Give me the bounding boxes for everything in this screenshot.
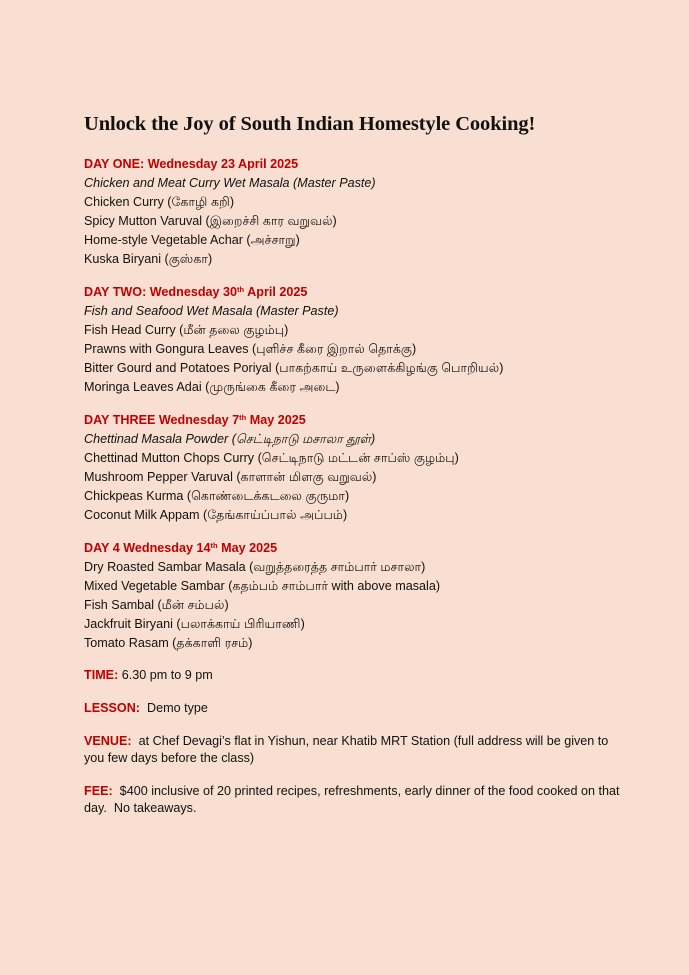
day-three-section bbox=[84, 411, 624, 525]
day-heading bbox=[84, 411, 624, 430]
day-heading bbox=[84, 539, 624, 558]
dish-item: Chickpeas Kurma (கொண்டைக்கடலை குருமா) bbox=[84, 489, 350, 503]
time-info bbox=[84, 667, 624, 684]
ordinal-suffix: th bbox=[239, 413, 247, 422]
day-one-section bbox=[84, 155, 624, 269]
dish-item: Tomato Rasam (தக்காளி ரசம்) bbox=[84, 636, 253, 650]
lesson-value: Demo type bbox=[139, 701, 208, 715]
dish-item: Mixed Vegetable Sambar (கதம்பம் சாம்பார் with above masala) bbox=[84, 579, 441, 593]
dish-item: Bitter Gourd and Potatoes Poriyal (பாகற்காய் உருளைக்கிழங்கு பொறியல்) bbox=[84, 361, 504, 375]
time-label: TIME: bbox=[84, 668, 119, 682]
ordinal-suffix: th bbox=[237, 285, 245, 294]
day-heading-text: DAY THREE Wednesday 7 bbox=[84, 413, 240, 427]
day-heading-text: DAY TWO: Wednesday 30 bbox=[84, 285, 238, 299]
dish-item: Mushroom Pepper Varuval (காளான் மிளகு வறுவல்) bbox=[84, 470, 377, 484]
day-heading-text: DAY 4 Wednesday 14 bbox=[84, 541, 211, 555]
dish-item: Home-style Vegetable Achar (அச்சாறு) bbox=[84, 233, 300, 247]
venue-value: at Chef Devagi’s flat in Yishun, near Khatib MRT Station (full address will be given to you few days before the class) bbox=[84, 734, 612, 765]
dish-item: Fish Sambal (மீன் சம்பல்) bbox=[84, 598, 229, 612]
dish-item: Prawns with Gongura Leaves (புளிச்ச கீரை இறால் தொக்கு) bbox=[84, 342, 417, 356]
dish-item: Kuska Biryani (குஸ்கா) bbox=[84, 252, 213, 266]
ordinal-suffix: th bbox=[210, 541, 218, 550]
day-heading-month: May 2025 bbox=[246, 413, 306, 427]
dish-item: Dry Roasted Sambar Masala (வறுத்தரைத்த சாம்பார் மசாலா) bbox=[84, 560, 426, 574]
fee-info bbox=[84, 783, 624, 817]
page-title: Unlock the Joy of South Indian Homestyle Cooking! bbox=[84, 113, 536, 135]
dish-item: Coconut Milk Appam (தேங்காய்ப்பால் அப்பம்) bbox=[84, 508, 348, 522]
dish-item: Fish Head Curry (மீன் தலை குழம்பு) bbox=[84, 323, 289, 337]
master-powder-line: Chettinad Masala Powder (செட்டிநாடு மசாலா தூள்) bbox=[84, 432, 376, 446]
day-heading bbox=[84, 155, 624, 174]
venue-label: VENUE: bbox=[84, 734, 132, 748]
lesson-info bbox=[84, 700, 624, 717]
day-four-section bbox=[84, 539, 624, 653]
master-paste-line: Chicken and Meat Curry Wet Masala (Master Paste) bbox=[84, 176, 376, 190]
lesson-label: LESSON: bbox=[84, 701, 140, 715]
time-value: 6.30 pm to 9 pm bbox=[118, 668, 213, 682]
dish-item: Chettinad Mutton Chops Curry (செட்டிநாடு மட்டன் சாப்ஸ் குழம்பு) bbox=[84, 451, 459, 465]
day-heading-text: DAY ONE: Wednesday 23 April 2025 bbox=[84, 157, 299, 171]
day-heading-month: May 2025 bbox=[217, 541, 278, 555]
class-schedule bbox=[84, 155, 624, 833]
dish-item: Jackfruit Biryani (பலாக்காய் பிரியாணி) bbox=[84, 617, 305, 631]
fee-label: FEE: bbox=[84, 784, 113, 798]
day-heading-month: April 2025 bbox=[244, 285, 308, 299]
day-heading bbox=[84, 283, 624, 302]
venue-info bbox=[84, 733, 624, 767]
fee-value: $400 inclusive of 20 printed recipes, refreshments, early dinner of the food cooked on that day. No takeaways. bbox=[84, 784, 624, 815]
day-two-section bbox=[84, 283, 624, 397]
dish-item: Spicy Mutton Varuval (இறைச்சி கார வறுவல்) bbox=[84, 214, 337, 228]
master-paste-line: Fish and Seafood Wet Masala (Master Paste) bbox=[84, 304, 339, 318]
dish-item: Moringa Leaves Adai (முருங்கை கீரை அடை) bbox=[84, 380, 340, 394]
dish-item: Chicken Curry (கோழி கறி) bbox=[84, 195, 235, 209]
